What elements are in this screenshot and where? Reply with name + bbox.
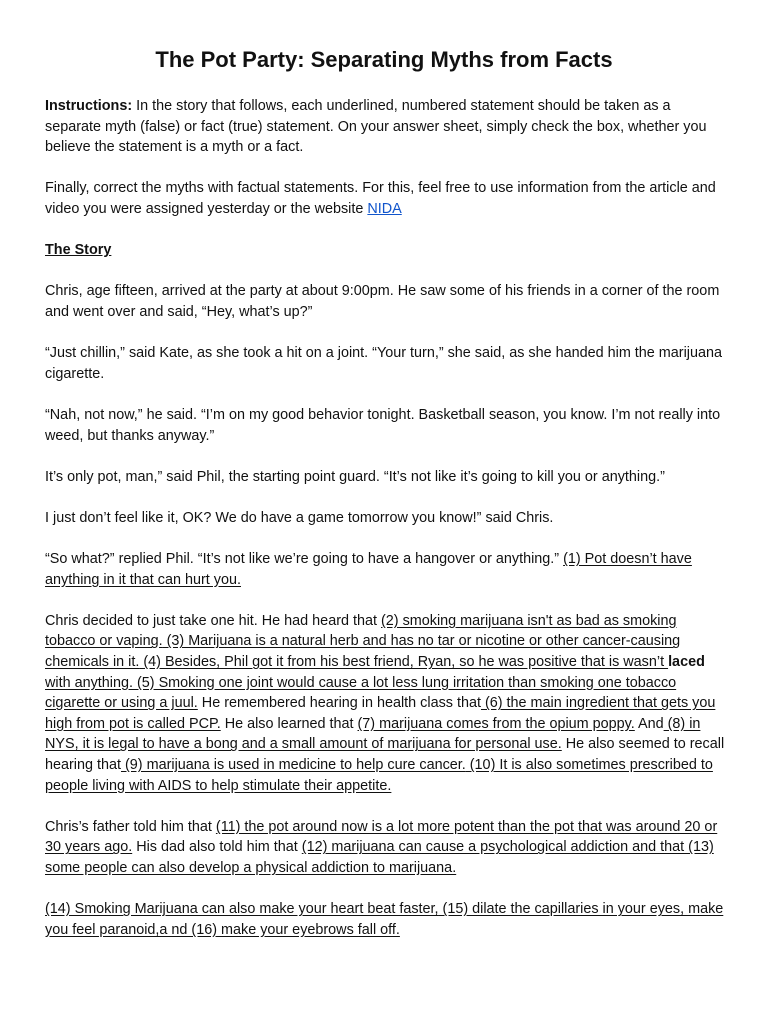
statement-10: (10) It is also sometimes prescribed to people living with AIDS to help stimulate their appetite.	[45, 757, 713, 794]
story-paragraph-2: “Just chillin,” said Kate, as she took a hit on a joint. “Your turn,” she said, as she handed him the marijuana cigarette.	[45, 345, 722, 382]
p7-text-d: And	[634, 715, 664, 732]
statement-14: (14) Smoking Marijuana can also make your heart beat faster,	[45, 901, 439, 918]
statement-15-16: (15) dilate the capillaries in your eyes, make you feel paranoid,a nd (16) make your eyebrows fall off.	[45, 901, 724, 938]
statement-6: (6) the main ingredient that gets you high from pot is called PCP.	[45, 695, 716, 732]
story-paragraph-7	[45, 611, 729, 796]
finally-paragraph	[45, 178, 729, 219]
laced-bold: laced	[668, 654, 705, 671]
story-paragraph-5: I just don’t feel like it, OK? We do have a game tomorrow you know!” said Chris.	[45, 509, 554, 526]
document-body	[45, 96, 729, 940]
story-paragraph-8	[45, 817, 729, 879]
story-paragraph-6	[45, 549, 729, 590]
story-paragraph-9	[45, 899, 729, 940]
p7-text-a: Chris decided to just take one hit. He had heard that	[45, 612, 381, 629]
story-heading-text: The Story	[45, 242, 112, 259]
instructions-label: Instructions:	[45, 98, 133, 114]
p7-text-b: He remembered hearing in health class that	[197, 695, 481, 712]
instructions-text: In the story that follows, each underlined, numbered statement should be taken as a separate myth (false) or fact (true) statement. On your answer sheet, simply check the box, whether you believe the statement is a myth or a fact.	[45, 98, 707, 156]
statement-12-13: (12) marijuana can cause a psychological addiction and that (13) some people can also develop a physical addiction to marijuana.	[45, 839, 714, 876]
statement-8: (8) in NYS, it is legal to have a bong and a small amount of marijuana for personal use.	[45, 715, 701, 753]
instructions-paragraph	[45, 96, 729, 158]
statement-7: (7) marijuana comes from the opium poppy.	[357, 715, 635, 732]
page-title: The Pot Party: Separating Myths from Facts	[155, 47, 613, 72]
statement-5: (5) Smoking one joint would cause a lot less lung irritation than smoking one tobacco cigarette or using a juul.	[45, 674, 677, 712]
statement-1: (1) Pot doesn’t have anything in it that can hurt you.	[45, 551, 692, 588]
p6-text: “So what?” replied Phil. “It’s not like we’re going to have a hangover or anything.”	[45, 551, 564, 568]
nida-link[interactable]: NIDA	[367, 200, 402, 217]
statement-11: (11) the pot around now is a lot more potent than the pot that was around 20 or 30 years ago.	[45, 818, 718, 856]
story-paragraph-1: Chris, age fifteen, arrived at the party at about 9:00pm. He saw some of his friends in a corner of the room and went over and said, “Hey, what’s up?”	[45, 283, 720, 320]
p8-text-a: Chris’s father told him that	[45, 818, 216, 835]
story-paragraph-4: It’s only pot, man,” said Phil, the starting point guard. “It’s not like it’s going to kill you or anything.”	[45, 468, 665, 485]
statement-2: (2) smoking marijuana isn't as bad as smoking tobacco or vaping.	[45, 612, 677, 650]
p7-text-e: He also seemed to recall hearing that	[45, 736, 725, 773]
story-heading	[45, 240, 729, 261]
finally-text: Finally, correct the myths with factual statements. For this, feel free to use information from the article and video you were assigned yesterday or the website	[45, 180, 716, 217]
p7-text-c: He also learned that	[220, 715, 358, 732]
p8-text-b: His dad also told him that	[132, 839, 302, 856]
statement-4-part-1: (4) Besides, Phil got it from his best friend, Ryan, so he was positive that is wasn’t	[139, 654, 669, 671]
statement-3: (3) Marijuana is a natural herb and has no tar or nicotine or other cancer-causing chemicals in it.	[45, 633, 681, 671]
statement-4-part-2: with anything.	[45, 674, 133, 691]
statement-9: (9) marijuana is used in medicine to help cure cancer.	[121, 757, 466, 773]
story-paragraph-3: “Nah, not now,” he said. “I’m on my good behavior tonight. Basketball season, you know. I’m not really into weed, but thanks anyway.”	[45, 406, 721, 444]
